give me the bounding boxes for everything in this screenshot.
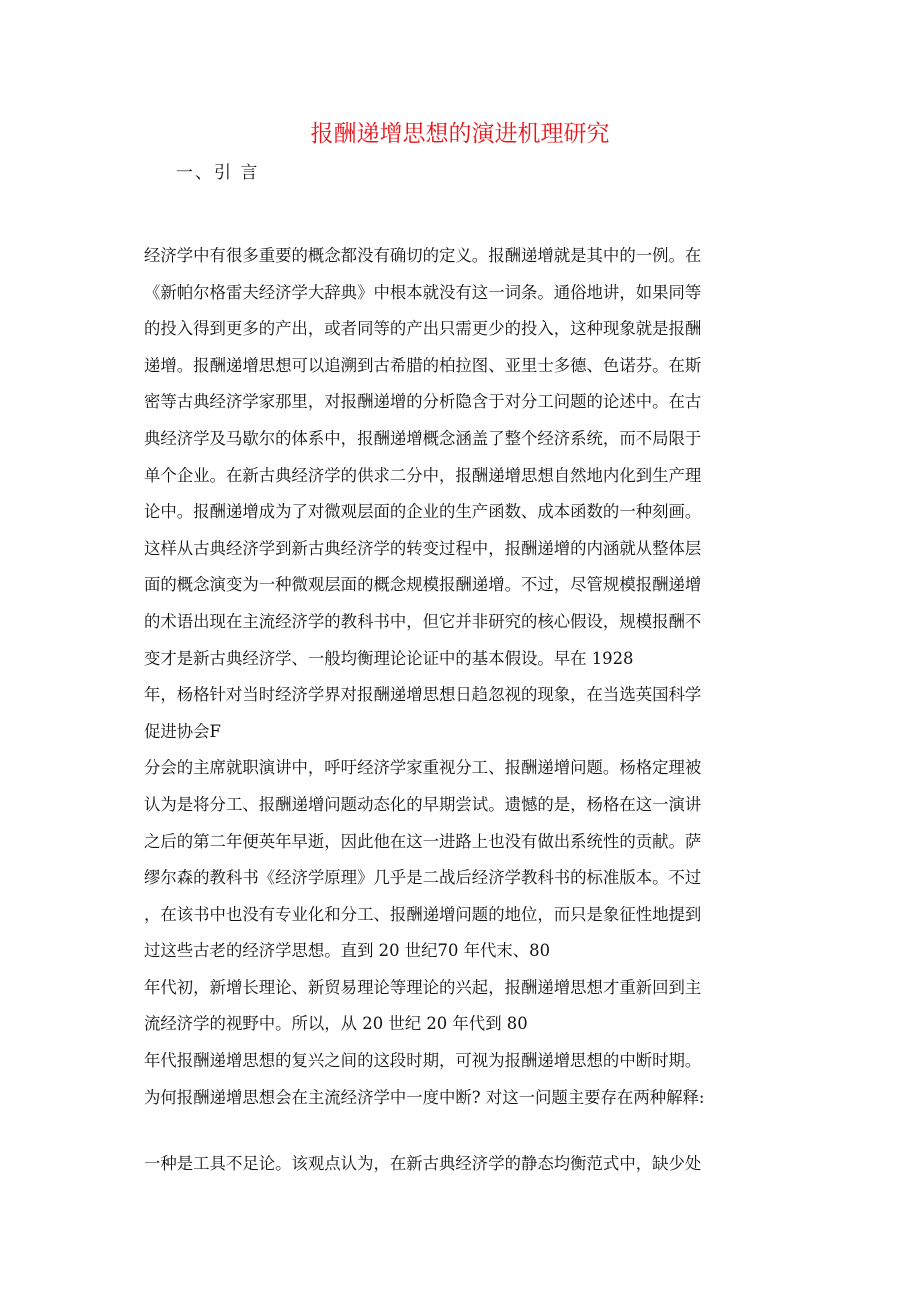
text-line: 年，杨格针对当时经济学界对报酬递增思想日趋忽视的现象，在当选英国科学 <box>144 685 702 705</box>
section-heading-introduction: 一、引 言 <box>176 163 260 183</box>
text-line: 促进协会F <box>144 721 221 741</box>
text-line: 一种是工具不足论。该观点认为，在新古典经济学的静态均衡范式中，缺少处 <box>144 1154 702 1173</box>
text-line: 单个企业。在新古典经济学的供求二分中，报酬递增思想自然地内化到生产理 <box>144 465 702 485</box>
text-line: 之后的第二年便英年早逝，因此他在这一进路上也没有做出系统性的贡献。萨 <box>144 831 702 851</box>
text-line: 经济学中有很多重要的概念都没有确切的定义。报酬递增就是其中的一例。在 <box>144 246 702 265</box>
text-line: 的术语出现在主流经济学的教科书中，但它并非研究的核心假设，规模报酬不 <box>144 611 702 631</box>
document-title: 报酬递增思想的演进机理研究 <box>310 121 610 147</box>
text-line: 流经济学的视野中。所以，从 20 世纪 20 年代到 80 <box>144 1014 528 1034</box>
text-line: 典经济学及马歇尔的体系中，报酬递增概念涵盖了整个经济系统，而不局限于 <box>144 428 702 448</box>
text-line: 分会的主席就职演讲中，呼吁经济学家重视分工、报酬递增问题。杨格定理被 <box>144 758 702 778</box>
text-line: 变才是新古典经济学、一般均衡理论论证中的基本假设。早在 1928 <box>144 648 634 668</box>
text-line: 缪尔森的教科书《经济学原理》几乎是二战后经济学教科书的标准版本。不过 <box>144 868 702 888</box>
text-line: 论中。报酬递增成为了对微观层面的企业的生产函数、成本函数的一种刻画。 <box>144 502 702 522</box>
text-line: 的投入得到更多的产出，或者同等的产出只需更少的投入，这种现象就是报酬 <box>144 319 702 339</box>
text-line: 面的概念演变为一种微观层面的概念规模报酬递增。不过，尽管规模报酬递增 <box>144 575 702 595</box>
text-line: 年代报酬递增思想的复兴之间的这段时期，可视为报酬递增思想的中断时期。 <box>144 1051 702 1071</box>
text-line: 《新帕尔格雷夫经济学大辞典》中根本就没有这一词条。通俗地讲，如果同等 <box>144 282 702 302</box>
text-line: 年代初，新增长理论、新贸易理论等理论的兴起，报酬递增思想才重新回到主 <box>144 977 702 997</box>
text-line: 过这些古老的经济学思想。直到 20 世纪70 年代末、80 <box>144 941 551 961</box>
text-line: 为何报酬递增思想会在主流经济学中一度中断? 对这一问题主要存在两种解释: <box>144 1087 705 1107</box>
text-line: 递增。报酬递增思想可以追溯到古希腊的柏拉图、亚里士多德、色诺芬。在斯 <box>144 355 702 375</box>
text-line: ，在该书中也没有专业化和分工、报酬递增问题的地位，而只是象征性地提到 <box>144 904 702 924</box>
paragraph-introduction <box>144 238 784 1116</box>
text-line: 这样从古典经济学到新古典经济学的转变过程中，报酬递增的内涵就从整体层 <box>144 538 702 558</box>
text-line: 认为是将分工、报酬递增问题动态化的早期尝试。遗憾的是，杨格在这一演讲 <box>144 794 702 814</box>
text-line: 密等古典经济学家那里，对报酬递增的分析隐含于对分工问题的论述中。在古 <box>144 392 702 412</box>
paragraph-tool-deficiency <box>144 1146 784 1183</box>
